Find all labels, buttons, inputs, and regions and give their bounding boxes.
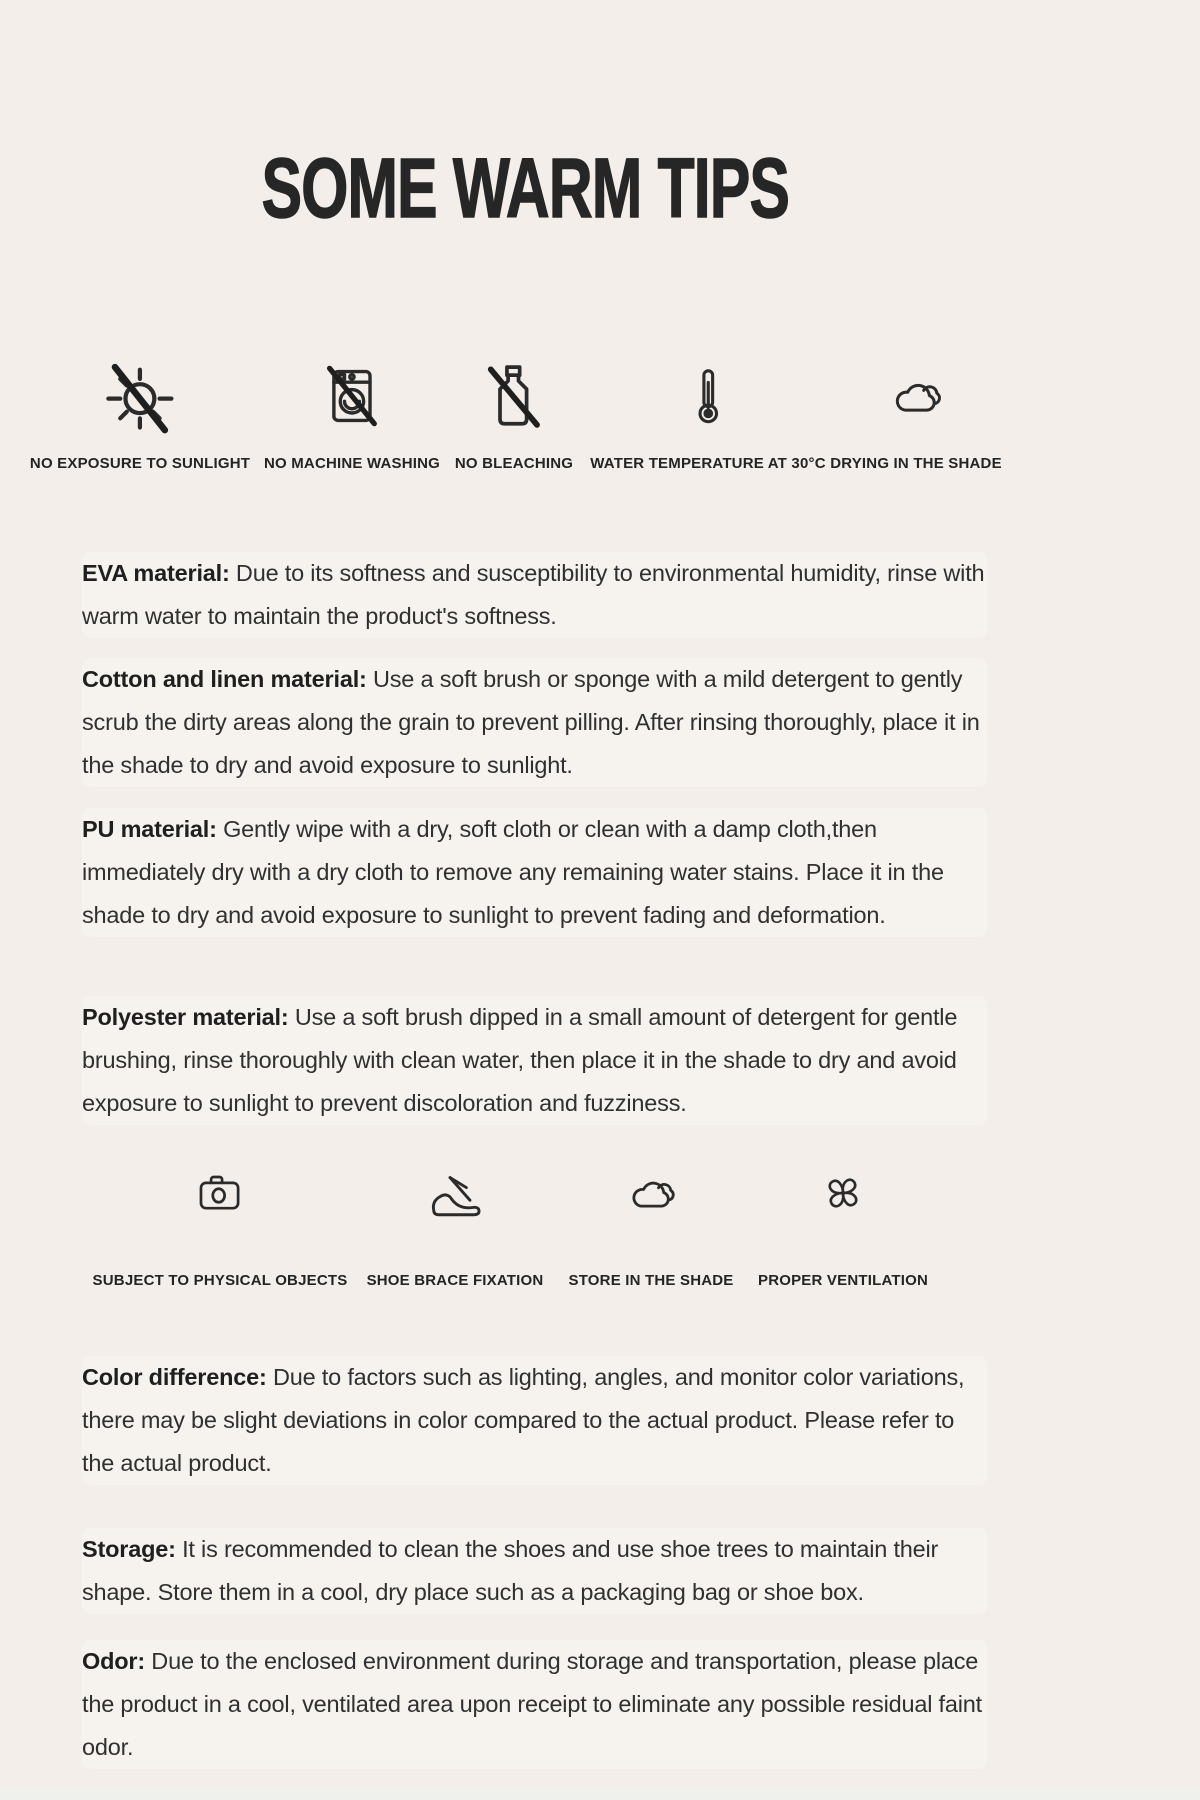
care-label: SUBJECT TO PHYSICAL OBJECTS bbox=[92, 1272, 348, 1289]
care-label: NO EXPOSURE TO SUNLIGHT bbox=[29, 455, 251, 472]
no-bleaching-icon bbox=[477, 350, 551, 442]
care-label: SHOE BRACE FIXATION bbox=[366, 1272, 544, 1289]
care-label: NO BLEACHING bbox=[454, 455, 574, 472]
ventilation-fan-icon bbox=[817, 1164, 869, 1222]
page-title: SOME WARM TIPS bbox=[261, 141, 789, 235]
care-item-drying-in-shade bbox=[830, 350, 1002, 472]
tip-odor bbox=[82, 1640, 987, 1769]
drying-in-shade-icon bbox=[886, 350, 946, 442]
tip-storage bbox=[82, 1528, 987, 1614]
care-item-no-sunlight bbox=[30, 350, 250, 472]
tip-lead: Cotton and linen material: bbox=[82, 666, 367, 692]
tip-text: Gently wipe with a dry, soft cloth or clean with a damp cloth,then immediately dry with a dry cloth to remove any remaining water stains. Place it in the shade to dry and avoid exposure to sunlight to prevent fading and deformation. bbox=[82, 816, 944, 928]
care-item-no-bleaching bbox=[455, 350, 573, 472]
care-label: NO MACHINE WASHING bbox=[263, 455, 441, 472]
tip-text: Use a soft brush or sponge with a mild detergent to gently scrub the dirty areas along the grain to prevent pilling. After rinsing thoroughly, place it in the shade to dry and avoid exposure to sunlight. bbox=[82, 666, 980, 778]
tip-eva-material bbox=[82, 552, 987, 638]
care-item-ventilation bbox=[758, 1164, 928, 1289]
tip-lead: PU material: bbox=[82, 816, 217, 842]
tip-text: Due to its softness and susceptibility to environmental humidity, rinse with warm water to maintain the product's softness. bbox=[82, 560, 985, 629]
bottom-strip bbox=[0, 1788, 1200, 1800]
tip-polyester-material bbox=[82, 996, 987, 1125]
tip-lead: Polyester material: bbox=[82, 1004, 289, 1030]
tip-lead: Color difference: bbox=[82, 1364, 267, 1390]
tip-text: Due to factors such as lighting, angles, and monitor color variations, there may be slight deviations in color compared to the actual product. Please refer to the actual product. bbox=[82, 1364, 965, 1476]
tip-pu-material bbox=[82, 808, 987, 937]
care-label: DRYING IN THE SHADE bbox=[830, 455, 1002, 472]
camera-icon bbox=[193, 1164, 247, 1222]
shoe-brace-icon bbox=[426, 1164, 484, 1222]
care-item-no-machine-washing bbox=[264, 350, 440, 472]
care-label: STORE IN THE SHADE bbox=[568, 1272, 734, 1289]
page-title-wrap bbox=[0, 141, 1050, 235]
tip-lead: EVA material: bbox=[82, 560, 230, 586]
care-label: PROPER VENTILATION bbox=[758, 1272, 928, 1289]
tip-cotton-linen-material bbox=[82, 658, 987, 787]
tip-text: Due to the enclosed environment during storage and transportation, please place the product in a cool, ventilated area upon receipt to eliminate any possible residual faint odor. bbox=[82, 1648, 982, 1760]
tip-color-difference bbox=[82, 1356, 987, 1485]
water-temperature-icon bbox=[677, 350, 739, 442]
care-item-store-in-shade bbox=[568, 1164, 733, 1289]
care-item-shoe-brace bbox=[367, 1164, 544, 1289]
tip-text: Use a soft brush dipped in a small amount of detergent for gentle brushing, rinse thoroughly with clean water, then place it in the shade to dry and avoid exposure to sunlight to prevent discoloration and fuzziness. bbox=[82, 1004, 958, 1116]
no-sunlight-icon bbox=[98, 350, 182, 442]
no-machine-washing-icon bbox=[318, 350, 386, 442]
tip-lead: Odor: bbox=[82, 1648, 145, 1674]
tip-lead: Storage: bbox=[82, 1536, 176, 1562]
store-in-shade-icon bbox=[623, 1164, 679, 1222]
care-label: WATER TEMPERATURE AT 30°C bbox=[590, 455, 826, 472]
care-item-water-temperature bbox=[590, 350, 825, 472]
care-item-physical-objects bbox=[93, 1164, 348, 1289]
tip-text: It is recommended to clean the shoes and use shoe trees to maintain their shape. Store them in a cool, dry place such as a packaging bag or shoe box. bbox=[82, 1536, 939, 1605]
